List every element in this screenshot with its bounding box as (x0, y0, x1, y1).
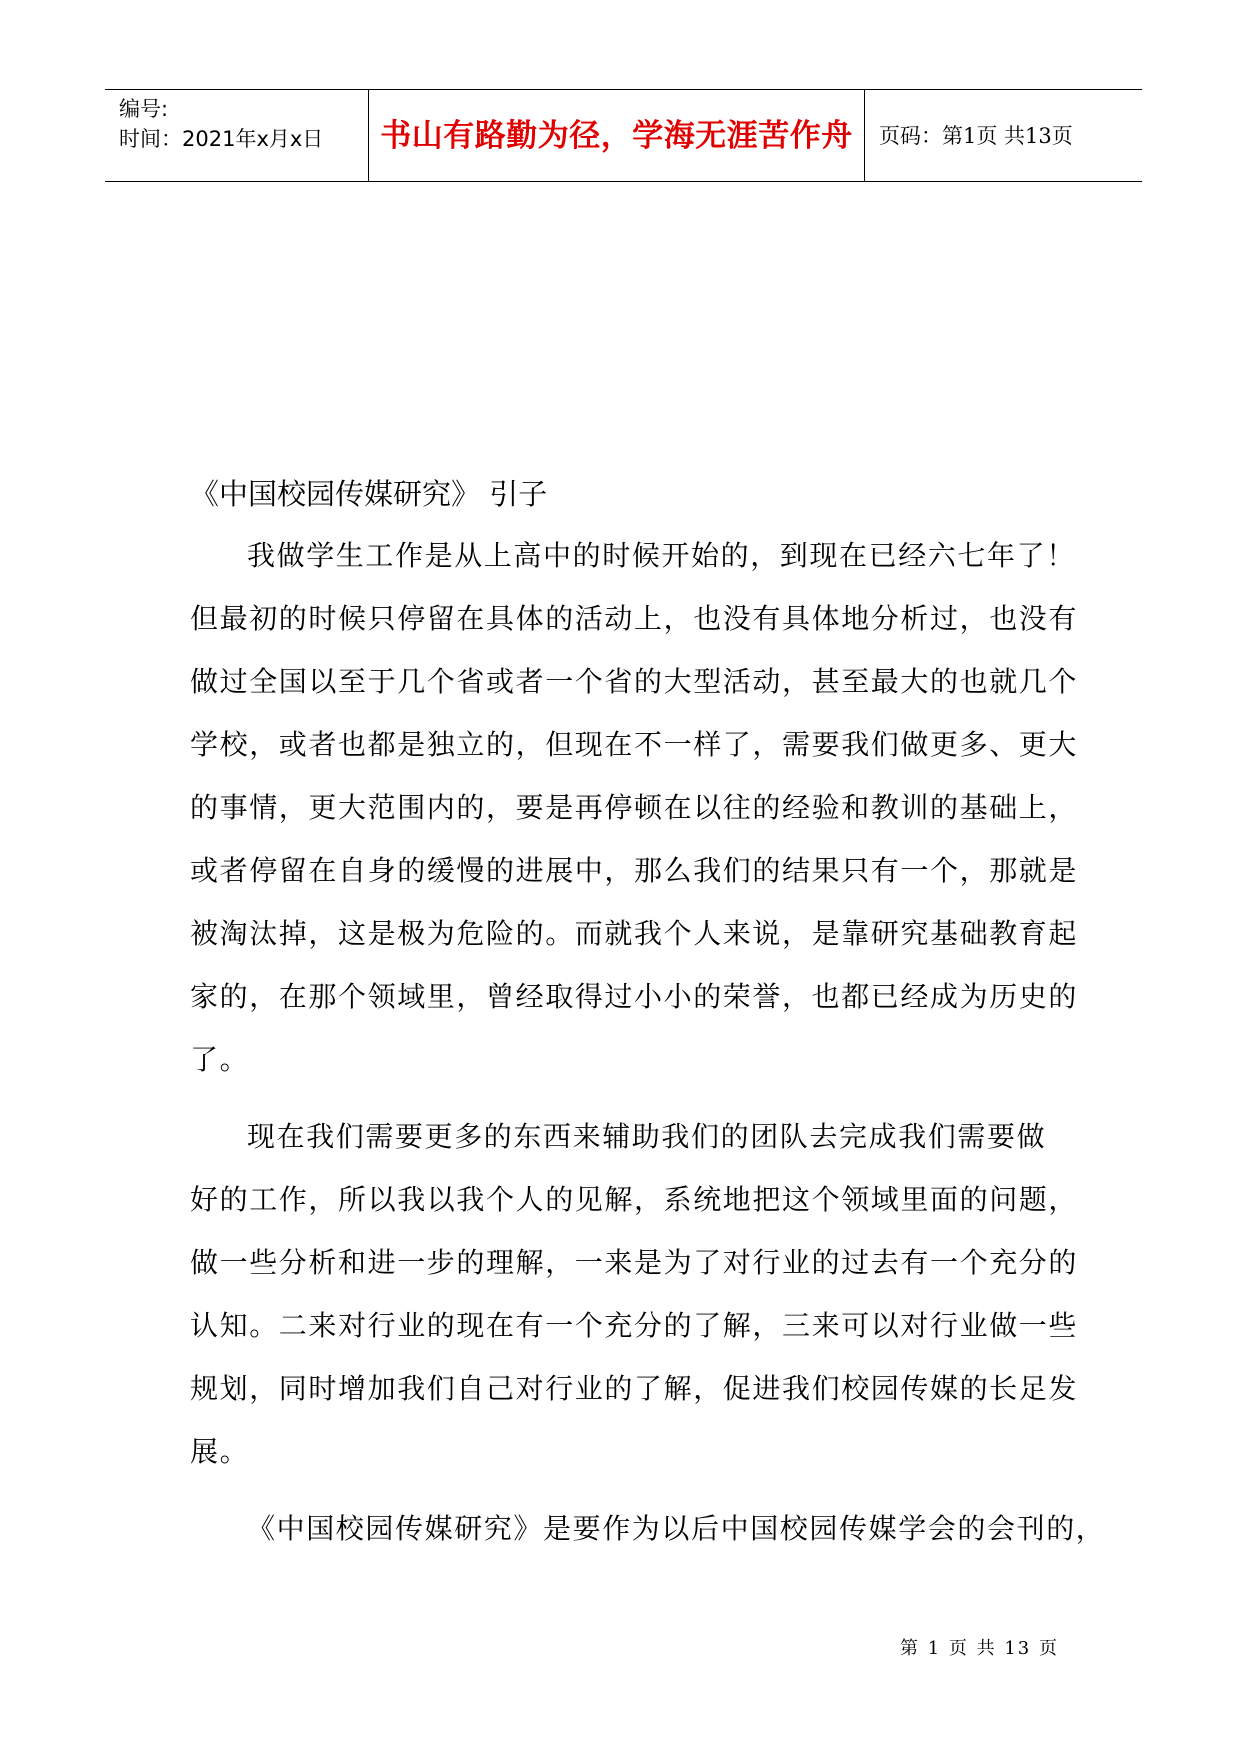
header-table (105, 89, 1142, 182)
body-line: 做过全国以至于几个省或者一个省的大型活动，甚至最大的也就几个 (190, 665, 1079, 698)
body-line: 或者停留在自身的缓慢的进展中，那么我们的结果只有一个，那就是 (190, 854, 1079, 887)
body-line: 了。 (190, 1043, 250, 1076)
document-title: 《中国校园传媒研究》 引子 (190, 477, 548, 511)
document-number-label: 编号: (119, 97, 169, 121)
header-page-code: 页码：第1页 共13页 (879, 124, 1073, 148)
header-meta-cell (105, 90, 369, 181)
body-line: 做一些分析和进一步的理解，一来是为了对行业的过去有一个充分的 (190, 1246, 1079, 1279)
body-line: 好的工作，所以我以我个人的见解，系统地把这个领域里面的问题， (190, 1183, 1079, 1216)
body-line: 《中国校园传媒研究》是要作为以后中国校园传媒学会的会刊的， (247, 1512, 1106, 1545)
body-line: 展。 (190, 1435, 250, 1468)
body-line: 但最初的时候只停留在具体的活动上，也没有具体地分析过，也没有 (190, 602, 1079, 635)
header-motto: 书山有路勤为径，学海无涯苦作舟 (369, 90, 865, 181)
body-line: 认知。二来对行业的现在有一个充分的了解，三来可以对行业做一些 (190, 1309, 1079, 1342)
body-line: 家的，在那个领域里，曾经取得过小小的荣誉，也都已经成为历史的 (190, 980, 1079, 1013)
body-line: 规划，同时增加我们自己对行业的了解，促进我们校园传媒的长足发 (190, 1372, 1079, 1405)
body-line: 被淘汰掉，这是极为危险的。而就我个人来说，是靠研究基础教育起 (190, 917, 1079, 950)
body-line: 的事情，更大范围内的，要是再停顿在以往的经验和教训的基础上， (190, 791, 1079, 824)
document-time-label: 时间：2021年x月x日 (119, 127, 324, 151)
page-footer: 第 1 页 共 13 页 (900, 1638, 1059, 1659)
body-line: 我做学生工作是从上高中的时候开始的，到现在已经六七年了！ (247, 539, 1076, 572)
body-line: 现在我们需要更多的东西来辅助我们的团队去完成我们需要做 (247, 1120, 1047, 1153)
body-line: 学校，或者也都是独立的，但现在不一样了，需要我们做更多、更大 (190, 728, 1079, 761)
